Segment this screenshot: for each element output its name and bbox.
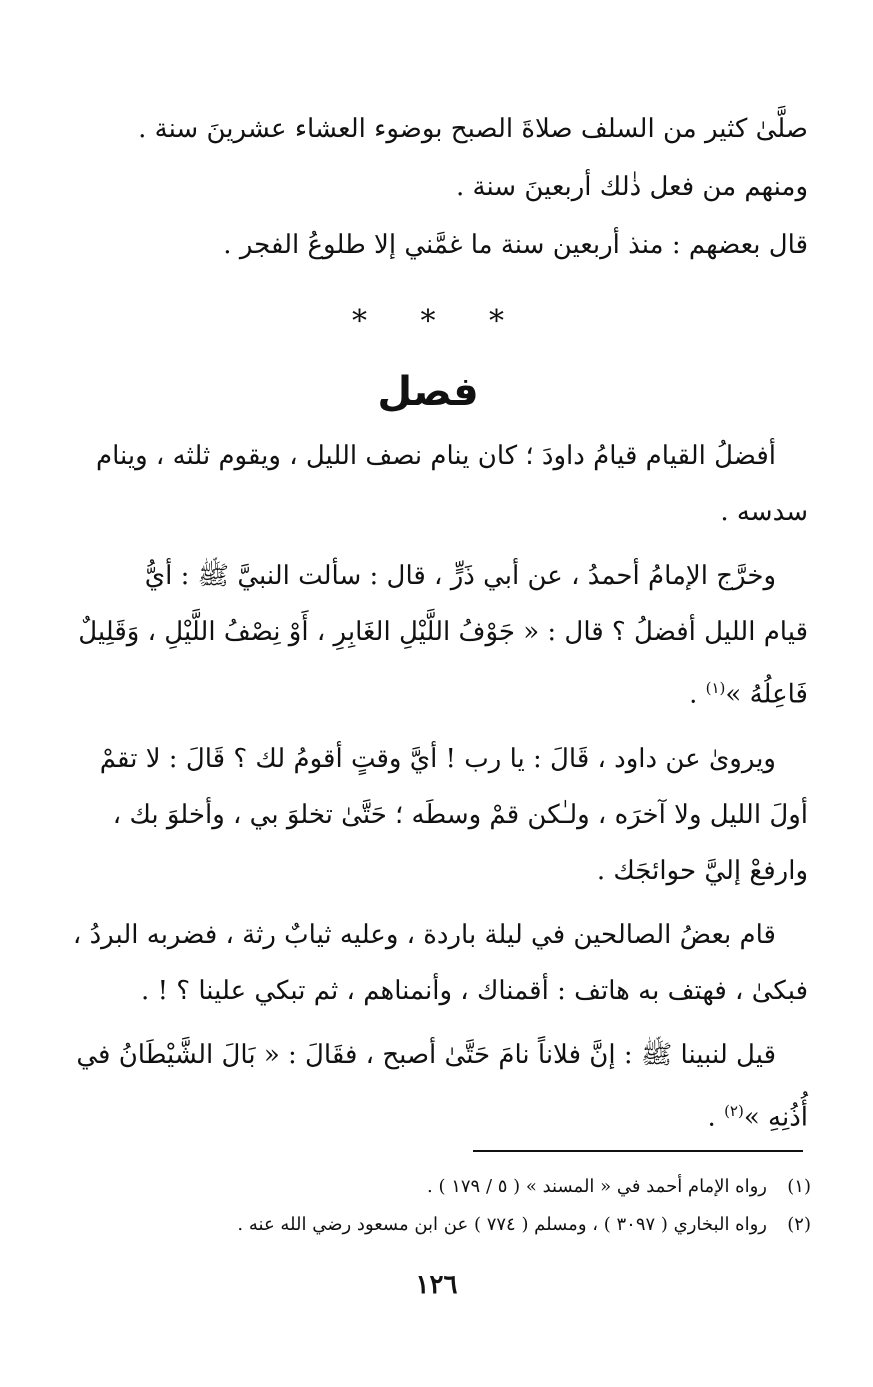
footnote-text: رواه الإمام أحمد في « المسند » ( ٥ / ١٧٩ ) . (427, 1176, 767, 1197)
footnote-ref-1[interactable]: (١) (705, 679, 726, 697)
paragraph-5 (48, 1027, 808, 1146)
paragraph-3 (48, 731, 808, 899)
paragraph-line: وخرَّج الإمامُ أحمدُ ، عن أبي ذَرٍّ ، قال : سألت النبيَّ ﷺ : أيُّ (144, 561, 776, 591)
intro-line: قال بعضهم : منذ أربعين سنة ما غمَّني إلا طلوعُ الفجر . (223, 230, 808, 260)
page-body (48, 100, 808, 1153)
paragraph-line: فبكىٰ ، فهتف به هاتف : أقمناك ، وأنمناهم ، ثم تبكي علينا ؟ ! . (141, 975, 808, 1006)
paragraph-4 (48, 907, 808, 1019)
paragraph-line: أولَ الليل ولا آخرَه ، ولـٰكن قمْ وسطَه ؛ حَتَّىٰ تخلوَ بي ، وأخلوَ بك ، (112, 799, 808, 830)
footnote-number: (١) (787, 1176, 811, 1197)
footnote-text: رواه البخاري ( ٣٠٩٧ ) ، ومسلم ( ٧٧٤ ) عن ابن مسعود رضي الله عنه . (237, 1214, 767, 1235)
paragraph-line: سدسه . (720, 497, 808, 527)
paragraph-line: أفضلُ القيام قيامُ داودَ ؛ كان ينام نصف الليل ، ويقوم ثلثه ، وينام (95, 441, 776, 471)
page-number: ١٢٦ (415, 1270, 458, 1300)
paragraph-line: قيام الليل أفضلُ ؟ قال : « جَوْفُ اللَّيْلِ الغَابِرِ ، أَوْ نِصْفُ اللَّيْلِ ، وَقَلِيلٌ (78, 617, 808, 647)
paragraph-2 (48, 548, 808, 723)
paragraph-line (48, 1083, 808, 1146)
footnote-number: (٢) (787, 1214, 811, 1235)
paragraph-line-tail: . (707, 1102, 725, 1133)
intro-block (48, 100, 808, 274)
paragraph-line: قام بعضُ الصالحين في ليلة باردة ، وعليه ثيابٌ رثة ، فضربه البردُ ، (72, 919, 776, 950)
footnote-divider (473, 1150, 803, 1152)
paragraph-line-text: أُذُنِهِ » (743, 1102, 808, 1133)
footnote-2 (111, 1206, 811, 1244)
paragraph-line: قيل لنبينا ﷺ : إنَّ فلاناً نامَ حَتَّىٰ أصبح ، فقَالَ : « بَالَ الشَّيْطَانُ في (76, 1039, 776, 1070)
footnote-ref-2[interactable]: (٢) (724, 1101, 744, 1120)
paragraph-line-text: فَاعِلُهُ » (725, 679, 808, 710)
footnotes (111, 1168, 811, 1244)
paragraph-1 (48, 428, 808, 540)
footnote-1 (111, 1168, 811, 1206)
intro-line: صلَّىٰ كثير من السلف صلاةَ الصبح بوضوء العشاء عشرينَ سنة . (138, 114, 808, 144)
section-separator: * * * (351, 304, 527, 339)
paragraph-line-tail: . (689, 679, 706, 710)
intro-line: ومنهم من فعل ذٰلك أربعينَ سنة . (455, 172, 808, 202)
paragraph-line: وارفعْ إليَّ حوائجَك . (596, 855, 808, 886)
section-title: فصل (377, 369, 479, 415)
paragraph-line: ويروىٰ عن داود ، قَالَ : يا رب ! أيَّ وقتٍ أقومُ لك ؟ قَالَ : لا تقمْ (99, 743, 776, 774)
paragraph-line (48, 660, 808, 723)
